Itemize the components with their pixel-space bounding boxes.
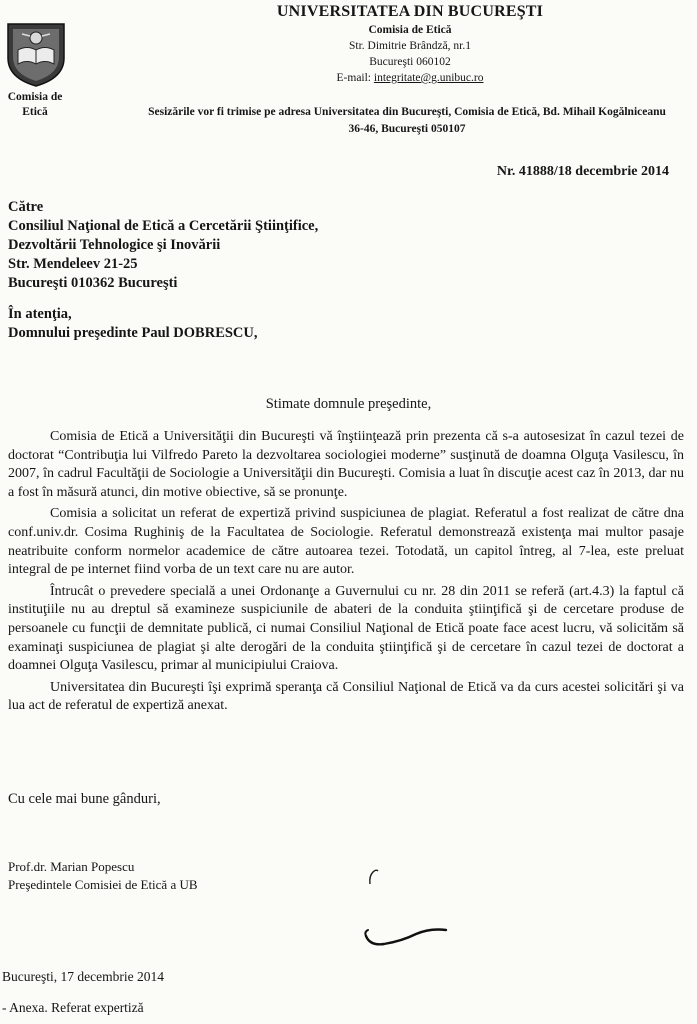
submission-notice-line: Sesizările vor fi trimise pe adresa Universitatea din Bucureşti, Comisia de Etică, Bd. Mihail Kogălniceanu	[148, 106, 666, 118]
crest-caption-line: Etică	[22, 106, 48, 118]
crest-caption	[0, 90, 70, 120]
city-address: Bucureşti 060102	[369, 56, 451, 68]
recipient-block	[8, 198, 468, 293]
email-prefix: E-mail:	[336, 72, 374, 84]
signature-mark	[364, 866, 384, 886]
signatory-name: Prof.dr. Marian Popescu	[8, 859, 135, 874]
salutation: Stimate domnule preşedinte,	[265, 396, 432, 412]
closing-line: Cu cele mai bune gânduri,	[8, 791, 161, 807]
body-paragraph: Comisia a solicitat un referat de expertiză privind suspiciunea de plagiat. Referatul a fost realizat de către dna conf.univ.dr. Cosima Rughiniş de la Facultatea de Sociologie. Referatul demonstrează existenţa mai multor pasaje neatribuite conform normelor academice de către autoarea tezei. Totodată, un capitol întreg, al 7-lea, este preluat integral de pe internet fiind vorba de un text care nu are autor.	[8, 506, 684, 578]
signatory-title: Preşedintele Comisiei de Etică a UB	[8, 876, 198, 892]
letter-body	[8, 428, 684, 716]
university-name: UNIVERSITATEA DIN BUCUREŞTI	[276, 3, 544, 20]
submission-notice-line: 36-46, Bucureşti 050107	[348, 123, 466, 135]
signatory-block	[8, 858, 198, 893]
recipient-line: Str. Mendeleev 21-25	[8, 256, 138, 272]
street-address: Str. Dimitrie Brândză, nr.1	[348, 40, 471, 52]
email-line	[195, 70, 625, 86]
attention-line: Domnului preşedinte Paul DOBRESCU,	[8, 325, 258, 341]
attention-line: În atenţia,	[8, 306, 72, 322]
submission-notice	[112, 104, 697, 138]
body-paragraph: Universitatea din Bucureşti îşi exprimă speranţa că Consiliul Naţional de Etică va da curs acestei solicitări şi va lua act de referatul de expertiză anexat.	[8, 679, 684, 714]
handwritten-signature	[362, 920, 450, 954]
recipient-line: Dezvoltării Tehnologice şi Inovării	[8, 237, 221, 253]
place-date: Bucureşti, 17 decembrie 2014	[2, 969, 164, 984]
body-paragraph: Comisia de Etică a Universităţii din Bucureşti vă înştiinţează prin prezenta că s-a autosesizat în cazul tezei de doctorat “Contribuţia lui Vilfredo Pareto la dezvoltarea sociologiei moderne” susţinută de doamna Olguţa Vasilescu, în 2007, în cadrul Facultăţii de Sociologie a Universităţii din Bucureşti. Comisia a luat în discuţie acest caz în 2013, dar nu a fost în măsură atunci, din motive obiective, să se pronunţe.	[8, 429, 684, 500]
institution-address	[195, 22, 625, 86]
recipient-line: Bucureşti 010362 Bucureşti	[8, 275, 178, 291]
commission-name: Comisia de Etică	[368, 24, 452, 36]
crest-caption-line: Comisia de	[7, 91, 63, 103]
university-crest-logo	[4, 20, 68, 88]
annex-note: - Anexa. Referat expertiză	[2, 1000, 144, 1015]
recipient-line: Către	[8, 199, 44, 215]
body-paragraph: Întrucât o prevedere specială a unei Ordonanţe a Guvernului cu nr. 28 din 2011 se referă (art.4.3) la faptul că instituţiile nu au dreptul să examineze suspiciunile de abateri de la conduita ştiinţifică şi de cercetare produse de persoanele cu funcţii de demnitate publică, ci numai Consiliul Naţional de Etică poate face acest lucru, vă solicităm să examinaţi suspiciunea de plagiat şi alte derogări de la conduita ştiinţifică şi de cercetare în cazul tezei de doctorat a doamnei Olguţa Vasilescu, primar al municipiului Craiova.	[8, 583, 684, 674]
email-link[interactable]: integritate@g.unibuc.ro	[373, 72, 484, 84]
recipient-line: Consiliul Naţional de Etică a Cercetării Ştiinţifice,	[8, 218, 319, 234]
reference-number: Nr. 41888/18 decembrie 2014	[496, 164, 669, 179]
attention-block	[8, 305, 468, 343]
